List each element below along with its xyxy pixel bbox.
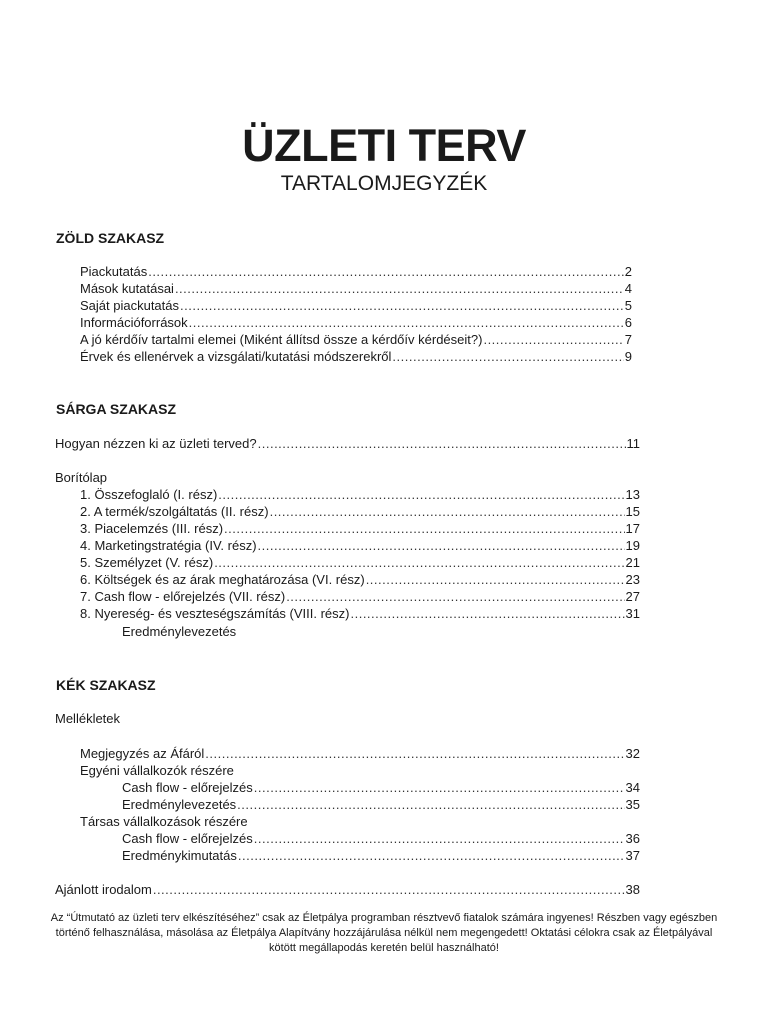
toc-entry-page: 32 [625, 746, 640, 761]
toc-entry [80, 331, 632, 348]
toc-entry [80, 605, 640, 622]
toc-entry [122, 847, 640, 864]
toc-entry-label: Ajánlott irodalom [55, 882, 152, 897]
toc-dot-leader [205, 745, 624, 762]
toc-dot-leader [270, 503, 625, 520]
toc-dot-leader [180, 297, 624, 314]
toc-entry [80, 520, 640, 537]
toc-entry-page: 36 [625, 831, 640, 846]
toc-entry-label: A jó kérdőív tartalmi elemei (Miként állítsd össze a kérdőív kérdéseit?) [80, 332, 483, 347]
toc-entry [80, 263, 632, 280]
toc-dot-leader [218, 486, 624, 503]
toc-entry-label: 8. Nyereség- és veszteségszámítás (VIII. rész) [80, 606, 350, 621]
toc-dot-leader [189, 314, 624, 331]
toc-entry-page: 37 [625, 848, 640, 863]
copyright-notice: Az “Útmutató az üzleti terv elkészítéséhez” csak az Életpálya programban résztvevő fiatalok számára ingyenes! Részben vagy egészben történő felhasználása, másolása az Életpálya Alapítvány hozzájárulása nélkül nem megengedett! Oktatási célokra csak az Életpályával kötött megállapodás keretén belül használható! [50, 912, 718, 954]
toc-entry-page: 7 [624, 332, 632, 347]
toc-entry-page: 15 [625, 504, 640, 519]
toc-dot-leader [366, 571, 625, 588]
toc-entry [122, 830, 640, 847]
sub-entry-label: Eredménylevezetés [122, 624, 237, 639]
toc-entry-page: 6 [624, 315, 632, 330]
toc-entry-label: Eredménylevezetés [122, 797, 237, 812]
toc-entry [122, 796, 640, 813]
toc-entry [80, 745, 640, 762]
toc-entry-page: 31 [625, 606, 640, 621]
toc-entry-page: 5 [624, 298, 632, 313]
toc-entry-page: 9 [624, 349, 632, 364]
toc-entry-label: Saját piackutatás [80, 298, 180, 313]
toc-entry-page: 13 [625, 487, 640, 502]
toc-entry [122, 779, 640, 796]
toc-entry-label: 6. Költségek és az árak meghatározása (VI. rész) [80, 572, 365, 587]
document-title: ÜZLETI TERV [242, 120, 526, 171]
toc-dot-leader [175, 280, 624, 297]
toc-dot-leader [238, 847, 625, 864]
toc-entry-page: 38 [625, 882, 640, 897]
cover-label: Borítólap [55, 470, 108, 485]
document-subtitle: TARTALOMJEGYZÉK [280, 172, 488, 195]
toc-dot-leader [254, 779, 625, 796]
section-heading-yellow: SÁRGA SZAKASZ [56, 401, 177, 417]
toc-entry [80, 571, 640, 588]
toc-entry [80, 280, 632, 297]
toc-dot-leader [350, 605, 624, 622]
toc-entry-page: 19 [625, 538, 640, 553]
toc-dot-leader [153, 881, 625, 898]
toc-entry [55, 881, 640, 898]
toc-dot-leader [483, 331, 623, 348]
toc-entry-page: 2 [624, 264, 632, 279]
toc-entry-page: 23 [625, 572, 640, 587]
toc-entry-page: 21 [625, 555, 640, 570]
section-heading-blue: KÉK SZAKASZ [56, 677, 156, 693]
toc-dot-leader [286, 588, 624, 605]
toc-entry-page: 11 [626, 436, 640, 451]
toc-entry [80, 486, 640, 503]
toc-entry-label: 2. A termék/szolgáltatás (II. rész) [80, 504, 269, 519]
toc-entry-label: Hogyan nézzen ki az üzleti terved? [55, 436, 257, 451]
toc-entry-page: 17 [625, 521, 640, 536]
toc-dot-leader [148, 263, 624, 280]
toc-entry-label: Megjegyzés az Áfáról [80, 746, 205, 761]
section-heading-green: ZÖLD SZAKASZ [56, 230, 165, 246]
group-label-sole-traders: Egyéni vállalkozók részére [80, 763, 234, 778]
toc-entry-page: 4 [624, 281, 632, 296]
toc-entry-label: 4. Marketingstratégia (IV. rész) [80, 538, 257, 553]
toc-entry-label: Információforrások [80, 315, 188, 330]
toc-entry [80, 314, 632, 331]
toc-dot-leader [237, 796, 624, 813]
toc-entry [80, 554, 640, 571]
toc-entry [80, 348, 632, 365]
toc-entry-label: 3. Piacelemzés (III. rész) [80, 521, 224, 536]
toc-entry-page: 34 [625, 780, 640, 795]
toc-entry-label: Cash flow - előrejelzés [122, 780, 253, 795]
toc-entry-label: 1. Összefoglaló (I. rész) [80, 487, 218, 502]
toc-entry [80, 588, 640, 605]
toc-entry-label: Piackutatás [80, 264, 148, 279]
toc-entry-label: Érvek és ellenérvek a vizsgálati/kutatási módszerekről [80, 349, 392, 364]
toc-dot-leader [254, 830, 625, 847]
toc-entry-page: 35 [625, 797, 640, 812]
toc-entry [80, 297, 632, 314]
appendix-label: Mellékletek [55, 711, 121, 726]
toc-entry-label: 5. Személyzet (V. rész) [80, 555, 214, 570]
toc-entry [80, 537, 640, 554]
toc-entry-label: Cash flow - előrejelzés [122, 831, 253, 846]
toc-entry-label: Eredménykimutatás [122, 848, 237, 863]
toc-dot-leader [224, 520, 624, 537]
toc-entry-page: 27 [625, 589, 640, 604]
toc-dot-leader [258, 537, 625, 554]
group-label-companies: Társas vállalkozások részére [80, 814, 248, 829]
toc-entry-label: 7. Cash flow - előrejelzés (VII. rész) [80, 589, 286, 604]
toc-dot-leader [258, 435, 626, 452]
toc-dot-leader [214, 554, 624, 571]
toc-entry-label: Mások kutatásai [80, 281, 174, 296]
toc-entry [55, 435, 640, 452]
toc-entry [80, 503, 640, 520]
toc-dot-leader [392, 348, 623, 365]
